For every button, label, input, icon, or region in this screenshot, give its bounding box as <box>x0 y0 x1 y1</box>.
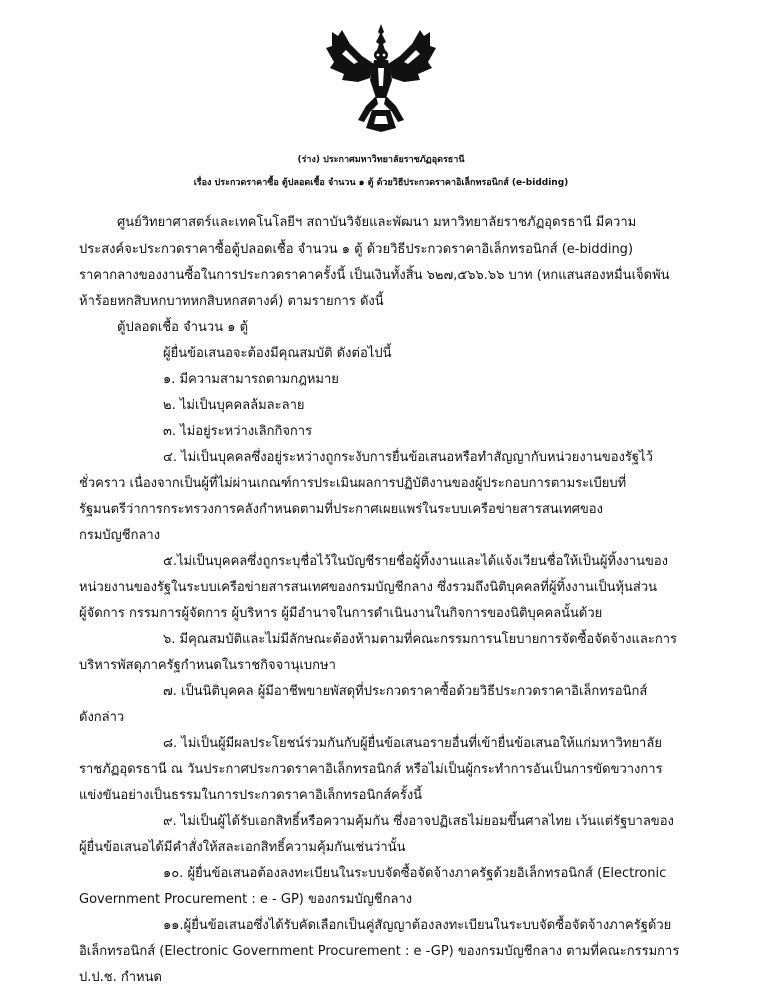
garuda-emblem-icon <box>324 22 438 134</box>
qualification-item: ๔. ไม่เป็นบุคคลซึ่งอยู่ระหว่างถูกระงับการยื่นข้อเสนอหรือทำสัญญากับหน่วยงานของรัฐไว้ <box>163 450 653 465</box>
qualification-item-cont: ป.ป.ช. กำหนด <box>79 970 162 985</box>
qualification-item-cont: หน่วยงานของรัฐในระบบเครือข่ายสารสนเทศของกรมบัญชีกลาง ซึ่งรวมถึงนิติบุคคลที่ผู้ทิ้งงานเป็นหุ้นส่วน <box>79 580 658 595</box>
qualification-item-cont: อิเล็กทรอนิกส์ (Electronic Government Procurement : e -GP) ของกรมบัญชีกลาง ตามที่คณะกรรมการ <box>79 944 680 959</box>
qualification-item: ๕.ไม่เป็นบุคคลซึ่งถูกระบุชื่อไว้ในบัญชีรายชื่อผู้ทิ้งงานและได้แจ้งเวียนชื่อให้เป็นผู้ทิ้งงานของ <box>163 554 668 569</box>
qualification-item: ๑. มีความสามารถตามกฎหมาย <box>163 372 339 387</box>
qualification-item-cont: ชั่วคราว เนื่องจากเป็นผู้ที่ไม่ผ่านเกณฑ์การประเมินผลการปฏิบัติงานของผู้ประกอบการตามระเบียบที่ <box>79 476 627 491</box>
qualification-item: ๙. ไม่เป็นผู้ได้รับเอกสิทธิ์หรือความคุ้มกัน ซึ่งอาจปฏิเสธไม่ยอมขึ้นศาลไทย เว้นแต่รัฐบาลของ <box>163 814 674 829</box>
qualification-item: ๗. เป็นนิติบุคคล ผู้มีอาชีพขายพัสดุที่ประกวดราคาซื้อด้วยวิธีประกวดราคาอิเล็กทรอนิกส์ <box>163 684 648 699</box>
qualification-item: ๑๑.ผู้ยื่นข้อเสนอซึ่งได้รับคัดเลือกเป็นคู่สัญญาต้องลงทะเบียนในระบบจัดซื้อจัดจ้างภาครัฐด้วย <box>163 918 672 933</box>
qualification-item: ๑๐. ผู้ยื่นข้อเสนอต้องลงทะเบียนในระบบจัดซื้อจัดจ้างภาครัฐด้วยอิเล็กทรอนิกส์ (Electronic <box>163 866 667 881</box>
intro-line: ห้าร้อยหกสิบหกบาทหกสิบหกสตางค์) ตามรายการ ดังนี้ <box>79 294 384 309</box>
qualification-item-cont: แข่งขันอย่างเป็นธรรมในการประกวดราคาอิเล็กทรอนิกส์ครั้งนี้ <box>79 788 423 803</box>
qualification-intro: ผู้ยื่นข้อเสนอจะต้องมีคุณสมบัติ ดังต่อไปนี้ <box>163 346 392 361</box>
qualification-item: ๓. ไม่อยู่ระหว่างเลิกกิจการ <box>163 424 313 439</box>
intro-line: ราคากลางของงานซื้อในการประกวดราคาครั้งนี้ เป็นเงินทั้งสิ้น ๖๒๗,๕๖๖.๖๖ บาท (หกแสนสองหมื่นเจ็ดพัน <box>79 268 670 283</box>
qualification-item-cont: ผู้ยื่นข้อเสนอได้มีคำสั่งให้สละเอกสิทธิ์ความคุ้มกันเช่นว่านั้น <box>79 840 406 855</box>
qualification-item-cont: ราชภัฏอุดรธานี ณ วันประกาศประกวดราคาอิเล็กทรอนิกส์ หรือไม่เป็นผู้กระทำการอันเป็นการขัดขวางการ <box>79 762 663 777</box>
qualification-item-cont: Government Procurement : e - GP) ของกรมบัญชีกลาง <box>79 892 413 907</box>
announcement-subject: เรื่อง ประกวดราคาซื้อ ตู้ปลอดเชื้อ จำนวน ๑ ตู้ ด้วยวิธีประกวดราคาอิเล็กทรอนิกส์ (e-bidding) <box>193 178 569 188</box>
qualification-item-cont: รัฐมนตรีว่าการกระทรวงการคลังกำหนดตามที่ประกาศเผยแพร่ในระบบเครือข่ายสารสนเทศของ <box>79 502 603 517</box>
qualification-item-cont: ผู้จัดการ กรรมการผู้จัดการ ผู้บริหาร ผู้มีอำนาจในการดำเนินงานในกิจการของนิติบุคคลนั้นด้วย <box>79 606 603 621</box>
intro-line: ศูนย์วิทยาศาสตร์และเทคโนโลยีฯ สถาบันวิจัยและพัฒนา มหาวิทยาลัยราชภัฏอุดรธานี มีความ <box>117 215 637 230</box>
intro-line: ประสงค์จะประกวดราคาซื้อตู้ปลอดเชื้อ จำนวน ๑ ตู้ ด้วยวิธีประกวดราคาอิเล็กทรอนิกส์ (e-bidding) <box>79 242 634 257</box>
qualification-item: ๒. ไม่เป็นบุคคลล้มละลาย <box>163 398 305 413</box>
qualification-item-cont: บริหารพัสดุภาครัฐกำหนดในราชกิจจานุเบกษา <box>79 658 336 673</box>
qualification-item-cont: กรมบัญชีกลาง <box>79 528 161 543</box>
qualification-item: ๖. มีคุณสมบัติและไม่มีลักษณะต้องห้ามตามที่คณะกรรมการนโยบายการจัดซื้อจัดจ้างและการ <box>163 632 678 647</box>
qualification-item-cont: ดังกล่าว <box>79 710 125 725</box>
announcement-title: (ร่าง) ประกาศมหาวิทยาลัยราชภัฏอุดรธานี <box>297 155 465 165</box>
qualification-item: ๘. ไม่เป็นผู้มีผลประโยชน์ร่วมกันกับผู้ยื่นข้อเสนอรายอื่นที่เข้ายื่นข้อเสนอให้แก่มหาวิทยาลัย <box>163 736 662 751</box>
item-line: ตู้ปลอดเชื้อ จำนวน ๑ ตู้ <box>117 320 249 335</box>
